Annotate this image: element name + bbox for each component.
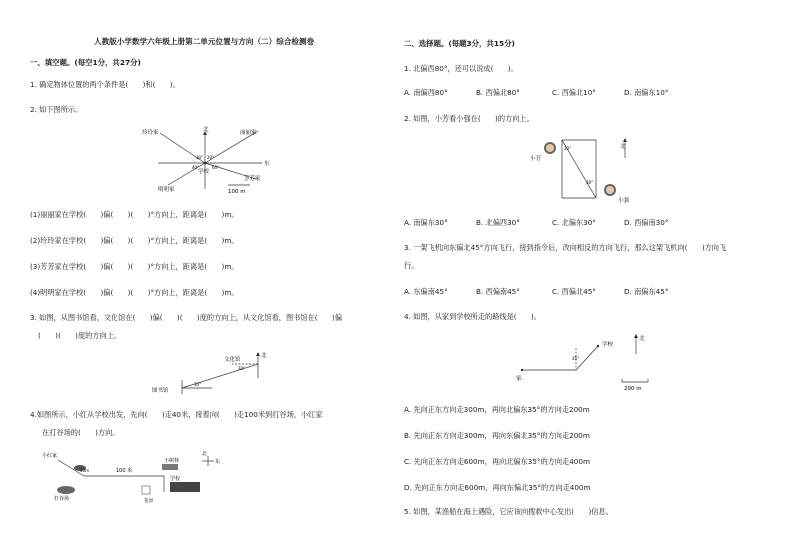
option-r4-d: D. 先向正东方向走600m，再向东偏北35°的方向走400m — [404, 483, 591, 492]
option-r1-b: B. 西偏北80° — [476, 88, 520, 97]
angle-1-label: 30° — [564, 146, 572, 151]
school-label: 学校 — [170, 476, 181, 482]
xiaofang-xiaoqiang-diagram — [530, 128, 640, 208]
diagram-east-label: 东 — [264, 161, 270, 167]
angle-d-label: 60° — [212, 165, 220, 170]
linglingjia-label: 玲玲家 — [142, 130, 159, 136]
question-r3-line1: 3. 一架飞机向东偏北45°方向飞行，接到指令后，改向相反的方向飞行，那么这架飞机向( )方向飞 — [404, 243, 727, 252]
question-r3-line2: 行。 — [404, 261, 419, 270]
question-l2-3: (3)芳芳家在学校( )偏( )( )°方向上，距离是( )m。 — [30, 262, 239, 271]
angle-a-label: 30° — [196, 155, 204, 160]
home-label: 家 — [516, 376, 522, 382]
diagram-north-label: 北 — [639, 336, 645, 342]
wenhuaguan-label: 文化馆 — [224, 357, 241, 363]
home-school-route-diagram — [510, 328, 660, 392]
diagram-north-label: 北 — [261, 353, 267, 359]
angle-b-label: 20° — [207, 155, 215, 160]
school-direction-diagram — [140, 125, 280, 197]
question-l2-4: (4)明明家在学校( )偏( )( )°方向上，距离是( )m。 — [30, 288, 239, 297]
option-r1-a: A. 南偏西80° — [404, 88, 448, 97]
question-l1: 1. 确定物体位置的两个条件是( )和( )。 — [30, 80, 180, 89]
diagram-north-label: 北 — [203, 127, 209, 133]
dist1-label: 40m — [80, 468, 89, 473]
option-r4-b: B. 先向正东方向走300m，再向东偏北35°的方向走200m — [404, 431, 590, 440]
school-label: 学校 — [198, 169, 210, 175]
question-l2-2: (2)玲玲家在学校( )偏( )( )°方向上，距离是( )m。 — [30, 236, 239, 245]
option-r3-a: A. 东偏南45° — [404, 287, 448, 296]
scale-label: 100 m — [228, 189, 246, 195]
school-label: 学校 — [602, 342, 614, 348]
mingmingjia-label: 明明家 — [158, 187, 175, 193]
option-r4-a: A. 先向正东方向走300m，再向北偏东35°的方向走200m — [404, 405, 590, 414]
option-r2-b: B. 北偏西30° — [476, 218, 520, 227]
question-r4: 4. 如图，从家到学校所走的路线是( )。 — [404, 312, 541, 321]
question-l4-line1: 4.如图所示，小红从学校出发，先向( )走40米，接着向( )走100米到打谷场，小红家 — [30, 410, 323, 419]
scale-label: 200 m — [624, 386, 642, 392]
option-r2-a: A. 南偏东30° — [404, 218, 448, 227]
option-r1-c: C. 西偏北10° — [552, 88, 596, 97]
angle-label: 35° — [572, 356, 580, 361]
option-r2-c: C. 北偏东30° — [552, 218, 596, 227]
angle-2-label: 30° — [586, 180, 594, 185]
xiaofang-label: 小芳 — [530, 156, 542, 162]
question-r2: 2. 如图，小芳看小强在( )的方向上。 — [404, 114, 534, 123]
question-l2: 2. 如下图所示。 — [30, 105, 83, 114]
dist2-label: 100 米 — [116, 468, 133, 474]
dagu-label: 打谷场 — [54, 496, 70, 502]
tushuguan-label: 图书馆 — [152, 388, 169, 394]
question-l3-line1: 3. 如图，从图书馆看，文化馆在( )偏( )( )度的方向上，从文化馆看，图书馆在( )偏 — [30, 313, 342, 322]
option-r2-d: D. 西偏南30° — [624, 218, 669, 227]
option-r1-d: D. 南偏东10° — [624, 88, 669, 97]
question-l3-line2: ( )( )度的方向上。 — [38, 331, 122, 340]
lilijia-label: 丽丽家 — [240, 130, 257, 136]
option-r4-c: C. 先向正东方向走600m，再向北偏东35°的方向走400m — [404, 457, 590, 466]
fangfangjia-label: 芳芳家 — [244, 176, 261, 182]
library-culture-diagram — [150, 350, 280, 398]
option-r3-d: D. 南偏东45° — [624, 287, 669, 296]
diagram-east-label: 东 — [215, 459, 221, 465]
option-r3-c: C. 西偏北45° — [552, 287, 596, 296]
angle-2-label: 30° — [238, 366, 246, 371]
angle-c-label: 40° — [192, 165, 200, 170]
question-l4-line2: 在打谷场的( )方向。 — [42, 428, 120, 437]
section-fill-in-title: 一、填空题。(每空1分，共27分) — [30, 58, 141, 67]
document-title: 人教版小学数学六年级上册第二单元位置与方向（二）综合检测卷 — [94, 37, 315, 46]
question-r5: 5. 如图，某渔船在海上遇险，它应该向搜救中心发出( )信息。 — [404, 507, 613, 516]
xiaohongjia-label: 小红家 — [42, 453, 58, 459]
school-route-diagram — [40, 448, 240, 508]
huayuan-label: 花园 — [144, 499, 153, 504]
question-l2-1: (1)丽丽家在学校( )偏( )( )°方向上，距离是( )m。 — [30, 210, 239, 219]
diagram-north-label: 北 — [202, 451, 208, 457]
diagram-north-label: 北 — [620, 144, 626, 150]
xiaoshulin-label: 小树林 — [164, 458, 180, 464]
angle-1-label: 30° — [194, 382, 202, 387]
option-r3-b: B. 西偏南45° — [476, 287, 520, 296]
section-choice-title: 二、选择题。(每题3分，共15分) — [404, 39, 515, 48]
xiaoqiang-label: 小强 — [618, 198, 630, 204]
question-r1: 1. 北偏西80°，还可以说成( )。 — [404, 64, 518, 73]
